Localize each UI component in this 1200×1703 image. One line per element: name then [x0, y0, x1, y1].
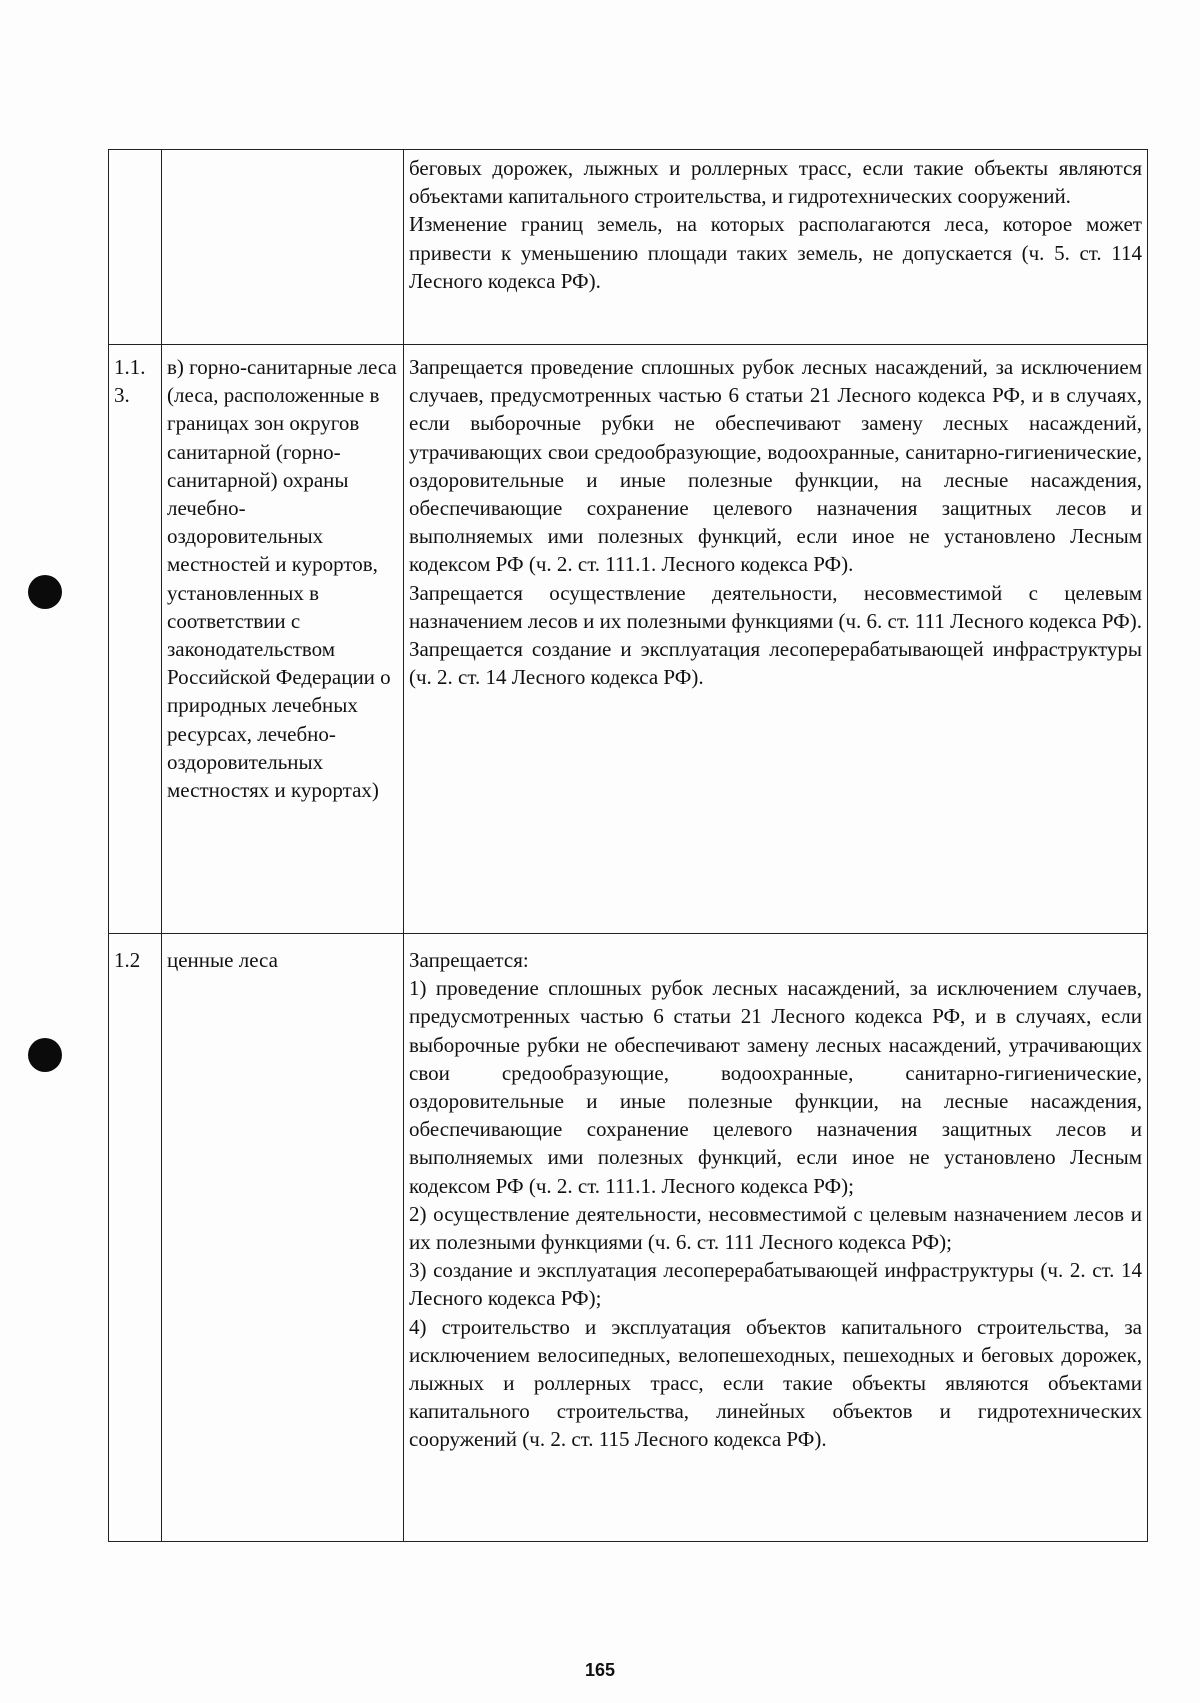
regulation-paragraph: 4) строительство и эксплуатация объектов капитального строительства, за исключением велосипедных, велопешеходных, пешеходных и беговых дорожек, лыжных и роллерных трасс, если такие объекты являются объектами капитального строительства, линейных объектов и гидротехнических сооружений (ч. 2. ст. 115 Лесного кодекса РФ). — [409, 1314, 1142, 1452]
regulation-paragraph: Запрещается создание и эксплуатация лесоперерабатывающей инфраструктуры (ч. 2. ст. 14 Лесного кодекса РФ). — [409, 637, 1142, 690]
regulation-paragraph: 2) осуществление деятельности, несовместимой с целевым назначением лесов и их полезными функциями (ч. 6. ст. 111 Лесного кодекса РФ); — [409, 1201, 1142, 1255]
row-number-cell — [109, 150, 162, 345]
punch-hole-mark — [28, 1038, 62, 1072]
forest-category-cell: ценные леса — [162, 934, 404, 1542]
regulation-cell — [404, 934, 1148, 1542]
regulation-paragraph: беговых дорожек, лыжных и роллерных трасс, если такие объекты являются объектами капитального строительства, и гидротехнических сооружений. — [409, 156, 1142, 209]
regulation-paragraph: Запрещается: — [409, 948, 529, 972]
forest-regulations-table — [108, 149, 1148, 1542]
regulation-paragraph: 1) проведение сплошных рубок лесных насаждений, за исключением случаев, предусмотренных частью 6 статьи 21 Лесного кодекса РФ, и в случаях, если выборочные рубки не обеспечивают замену лесных насаждений, утрачивающих свои средообразующие, водоохранные, санитарно-гигиенические, оздоровительные и иные полезные функции, на лесные насаждения, обеспечивающие сохранение целевого назначения защитных лесов и выполняемых ими полезных функций, если иное не установлено Лесным кодексом РФ (ч. 2. ст. 111.1. Лесного кодекса РФ); — [409, 976, 1142, 1198]
regulation-paragraph: Изменение границ земель, на которых располагаются леса, которое может привести к уменьшению площади таких земель, не допускается (ч. 5. ст. 114 Лесного кодекса РФ). — [409, 212, 1142, 293]
forest-category-cell — [162, 150, 404, 345]
forest-category-cell: в) горно-санитарные леса (леса, расположенные в границах зон округов санитарной (горно-санитарной) охраны лечебно-оздоровительных местностей и курортов, установленных в соответствии с законодательством Российской Федерации о природных лечебных ресурсах, лечебно-оздоровительных местностях и курортах) — [162, 345, 404, 934]
regulation-paragraph: Запрещается осуществление деятельности, несовместимой с целевым назначением лесов и их полезными функциями (ч. 6. ст. 111 Лесного кодекса РФ). — [409, 580, 1142, 633]
table-row-continued — [109, 150, 1148, 345]
table-row-1-2 — [109, 934, 1148, 1542]
regulation-cell — [404, 345, 1148, 934]
page-number: 165 — [584, 1660, 616, 1680]
table-row-1-1-3 — [109, 345, 1148, 934]
row-number-cell: 1.1. 3. — [109, 345, 162, 934]
row-number-cell: 1.2 — [109, 934, 162, 1542]
regulation-paragraph: Запрещается проведение сплошных рубок лесных насаждений, за исключением случаев, предусмотренных частью 6 статьи 21 Лесного кодекса РФ, и в случаях, если выборочные рубки не обеспечивают замену лесных насаждений, утрачивающих свои средообразующие, водоохранные, санитарно-гигиенические, оздоровительные и иные полезные функции, на лесные насаждения, обеспечивающие сохранение целевого назначения защитных лесов и выполняемых ими полезных функций, если иное не установлено Лесным кодексом РФ (ч. 2. ст. 111.1. Лесного кодекса РФ). — [409, 355, 1142, 577]
regulation-paragraph: 3) создание и эксплуатация лесоперерабатывающей инфраструктуры (ч. 2. ст. 14 Лесного кодекса РФ); — [409, 1258, 1142, 1311]
punch-hole-mark — [28, 575, 62, 609]
regulation-cell — [404, 150, 1148, 345]
